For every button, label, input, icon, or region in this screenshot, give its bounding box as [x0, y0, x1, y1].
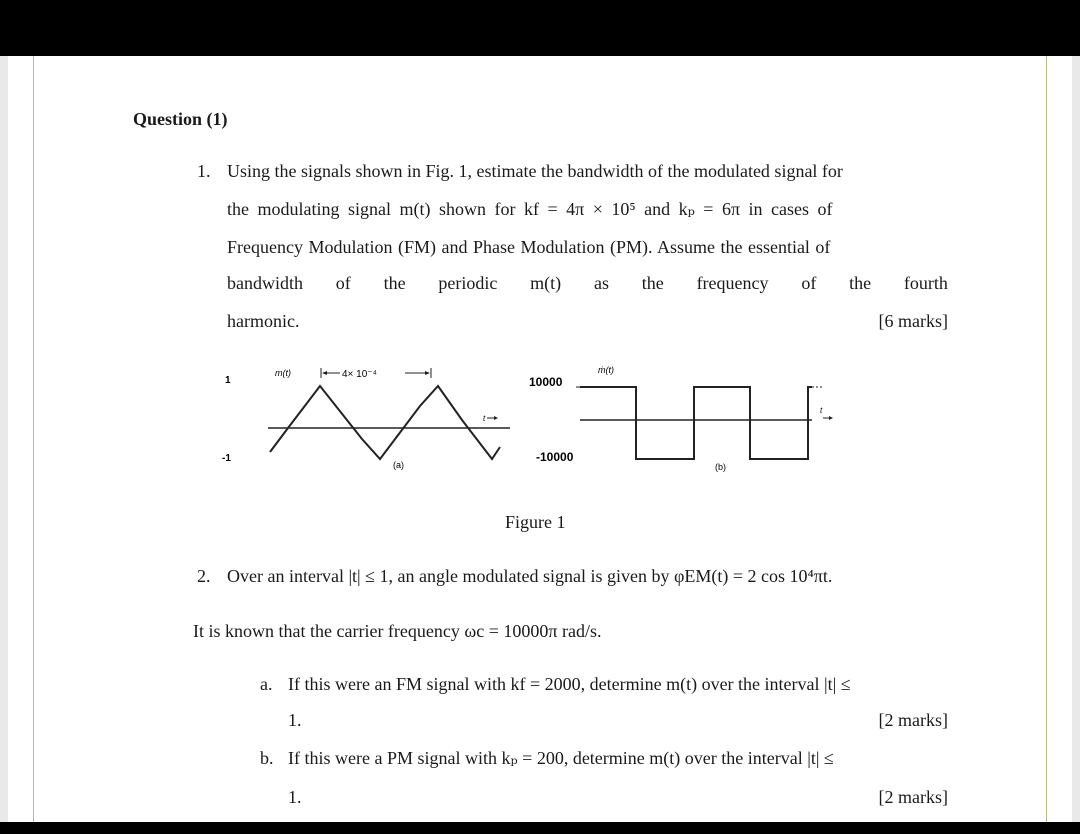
figure-a-bottom-label: -1 — [222, 453, 231, 464]
figure-a-time-label: t — [483, 414, 486, 423]
q2b-line1: If this were a PM signal with kₚ = 200, determine m(t) over the interval |t| ≤ — [288, 748, 834, 768]
q1-line4-word: frequency — [696, 273, 769, 293]
arrowhead-icon — [494, 416, 498, 420]
q2a-label: a. — [260, 674, 273, 694]
figure-b-ylabel: ṁ(t) — [598, 365, 614, 375]
q1-line4-word: fourth — [903, 273, 948, 293]
arrowhead-icon — [829, 416, 833, 420]
q1-line4-word: bandwidth — [227, 273, 303, 293]
q1-line4-word: of — [801, 273, 817, 293]
figure-b-time-label: t — [820, 406, 823, 415]
q2b-label: b. — [260, 748, 274, 768]
figure-a-top-label: 1 — [225, 375, 231, 386]
q2b-line2: 1. — [288, 787, 302, 807]
figure-b — [529, 365, 833, 472]
figure-a-caption: (a) — [393, 460, 404, 470]
q1-line4-word: of — [335, 273, 351, 293]
q2-number: 2. — [197, 566, 211, 586]
q1-line2: the modulating signal m(t) shown for kf = 4π × 10⁵ and kₚ = 6π in cases of — [227, 199, 833, 219]
figure-b-caption: (b) — [715, 462, 726, 472]
q2-line1: Over an interval |t| ≤ 1, an angle modulated signal is given by φEM(t) = 2 cos 10⁴πt. — [227, 566, 833, 586]
q1-line4-word: periodic — [438, 273, 498, 293]
arrowhead-icon — [425, 371, 430, 375]
q2a-marks: [2 marks] — [878, 710, 948, 730]
q1-line4-word: m(t) — [530, 273, 562, 293]
q1-line5: harmonic. — [227, 311, 300, 331]
figure-a-ylabel: m(t) — [275, 368, 291, 378]
figure-b-bottom-label: -10000 — [536, 450, 574, 464]
figure-a — [222, 368, 510, 470]
q2a-line1: If this were an FM signal with kf = 2000, determine m(t) over the interval |t| ≤ — [288, 674, 851, 694]
q1-line3: Frequency Modulation (FM) and Phase Modulation (PM). Assume the essential of — [227, 237, 831, 257]
figure-b-waveform — [580, 387, 812, 459]
q1-line4-word: the — [383, 273, 406, 293]
q1-line1: Using the signals shown in Fig. 1, estimate the bandwidth of the modulated signal for — [227, 161, 843, 181]
figure-caption: Figure 1 — [505, 512, 566, 532]
figure-a-waveform — [270, 386, 500, 459]
q1-line4-word: the — [641, 273, 664, 293]
q2b-marks: [2 marks] — [878, 787, 948, 807]
q2a-line2: 1. — [288, 710, 302, 730]
figure-a-period-label: 4× 10⁻⁴ — [342, 369, 377, 380]
q1-marks: [6 marks] — [878, 311, 948, 331]
question-heading: Question (1) — [133, 109, 228, 129]
arrowhead-icon — [322, 371, 327, 375]
q1-line4-word: as — [593, 273, 609, 293]
q1-line4-word: the — [849, 273, 872, 293]
figure-b-top-label: 10000 — [529, 375, 563, 389]
q2-line2: It is known that the carrier frequency ωc = 10000π rad/s. — [193, 621, 602, 641]
q1-number: 1. — [197, 161, 211, 181]
